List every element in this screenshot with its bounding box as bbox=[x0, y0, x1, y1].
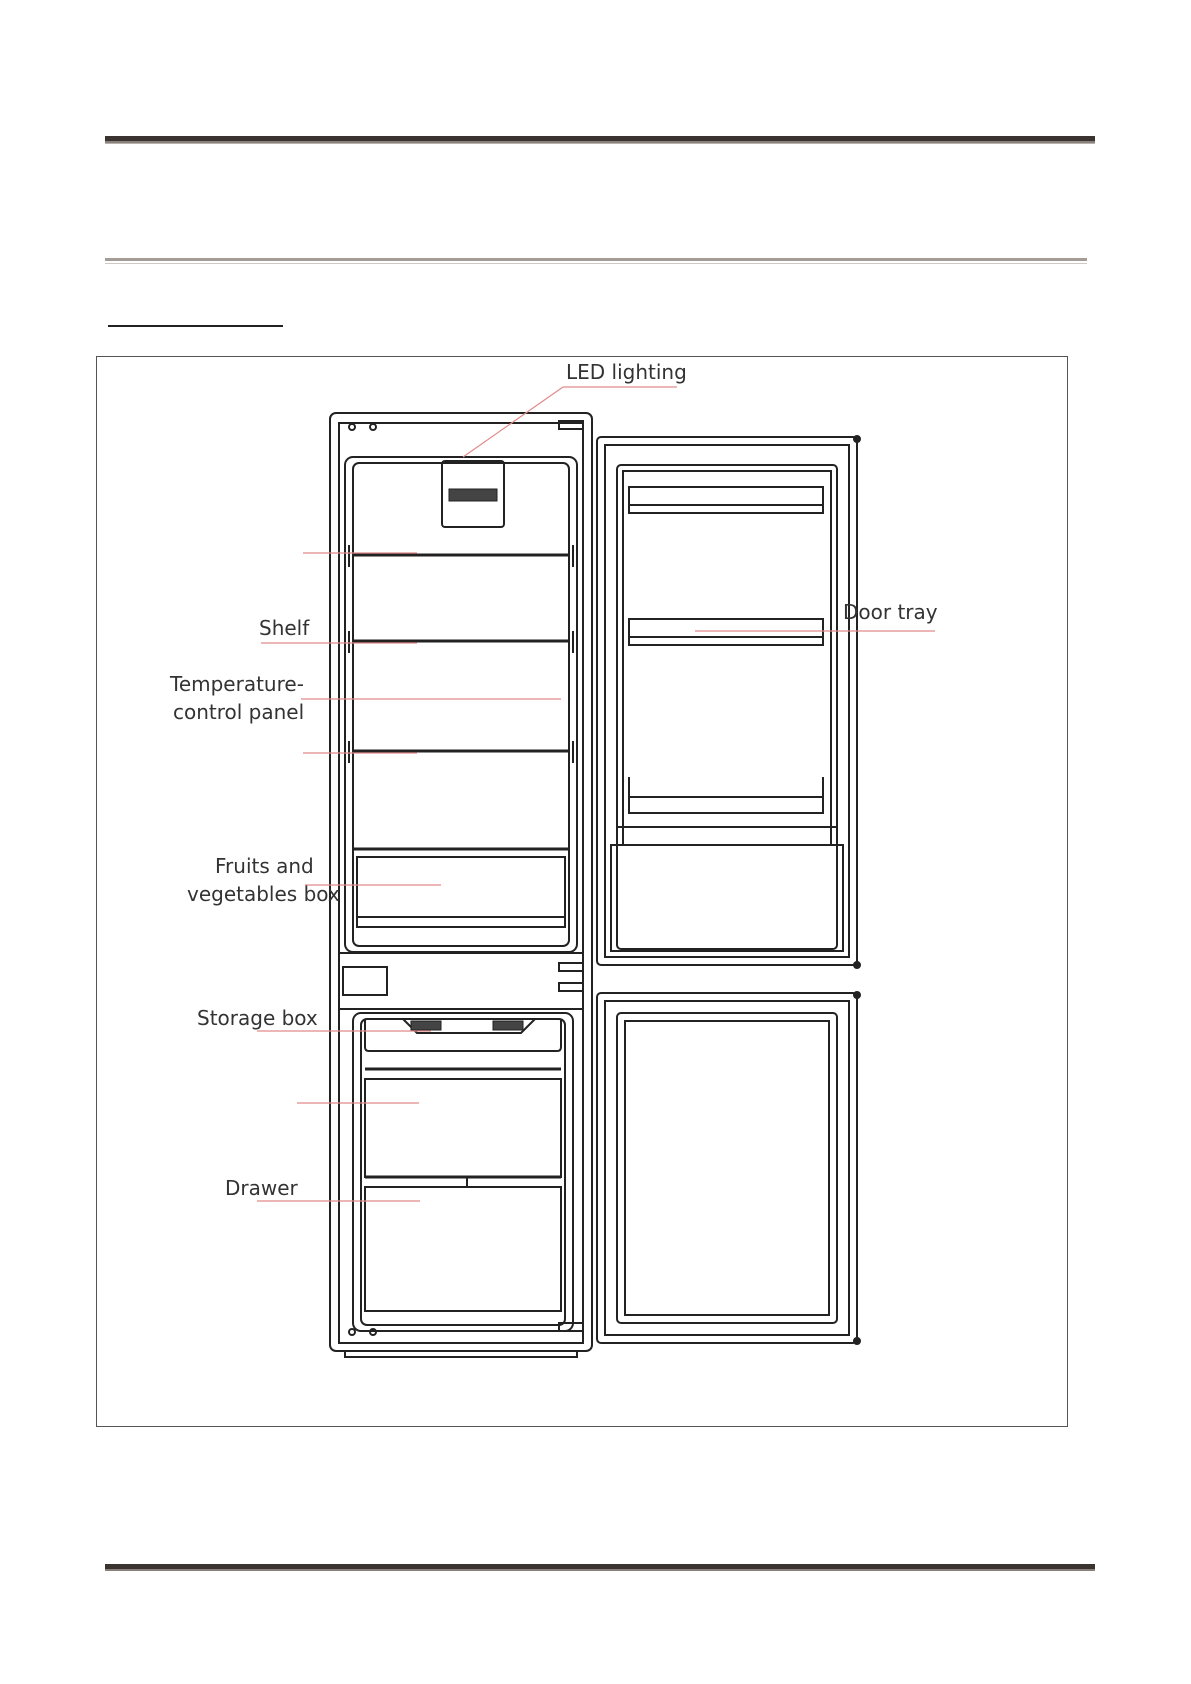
refrigerator-diagram bbox=[97, 357, 1067, 1426]
lower-door bbox=[597, 993, 857, 1343]
control-window bbox=[343, 967, 387, 995]
footer-rule bbox=[105, 1564, 1095, 1571]
drawer-1 bbox=[365, 1079, 561, 1177]
label-drawer: Drawer bbox=[225, 1176, 298, 1200]
section-rule bbox=[105, 258, 1087, 261]
drawer-2 bbox=[365, 1187, 561, 1311]
upper-door bbox=[597, 437, 857, 965]
door-tray-2 bbox=[629, 619, 823, 645]
header-rule bbox=[105, 136, 1095, 143]
label-fruits-line2: vegetables box bbox=[187, 882, 340, 906]
door-tray-3 bbox=[629, 777, 823, 813]
label-door-tray: Door tray bbox=[843, 600, 938, 624]
subheading-underline bbox=[108, 325, 283, 327]
label-fruits-line1: Fruits and bbox=[215, 854, 314, 878]
label-shelf: Shelf bbox=[259, 616, 310, 640]
label-storage-box: Storage box bbox=[197, 1006, 318, 1030]
label-led-lighting: LED lighting bbox=[566, 360, 687, 384]
door-tray-1 bbox=[629, 487, 823, 513]
refrigerator-diagram-frame bbox=[96, 356, 1068, 1427]
label-temperature-control-line1: Temperature- bbox=[170, 672, 304, 696]
label-temperature-control-line2: control panel bbox=[173, 700, 305, 724]
fridge-doors bbox=[597, 436, 860, 1344]
